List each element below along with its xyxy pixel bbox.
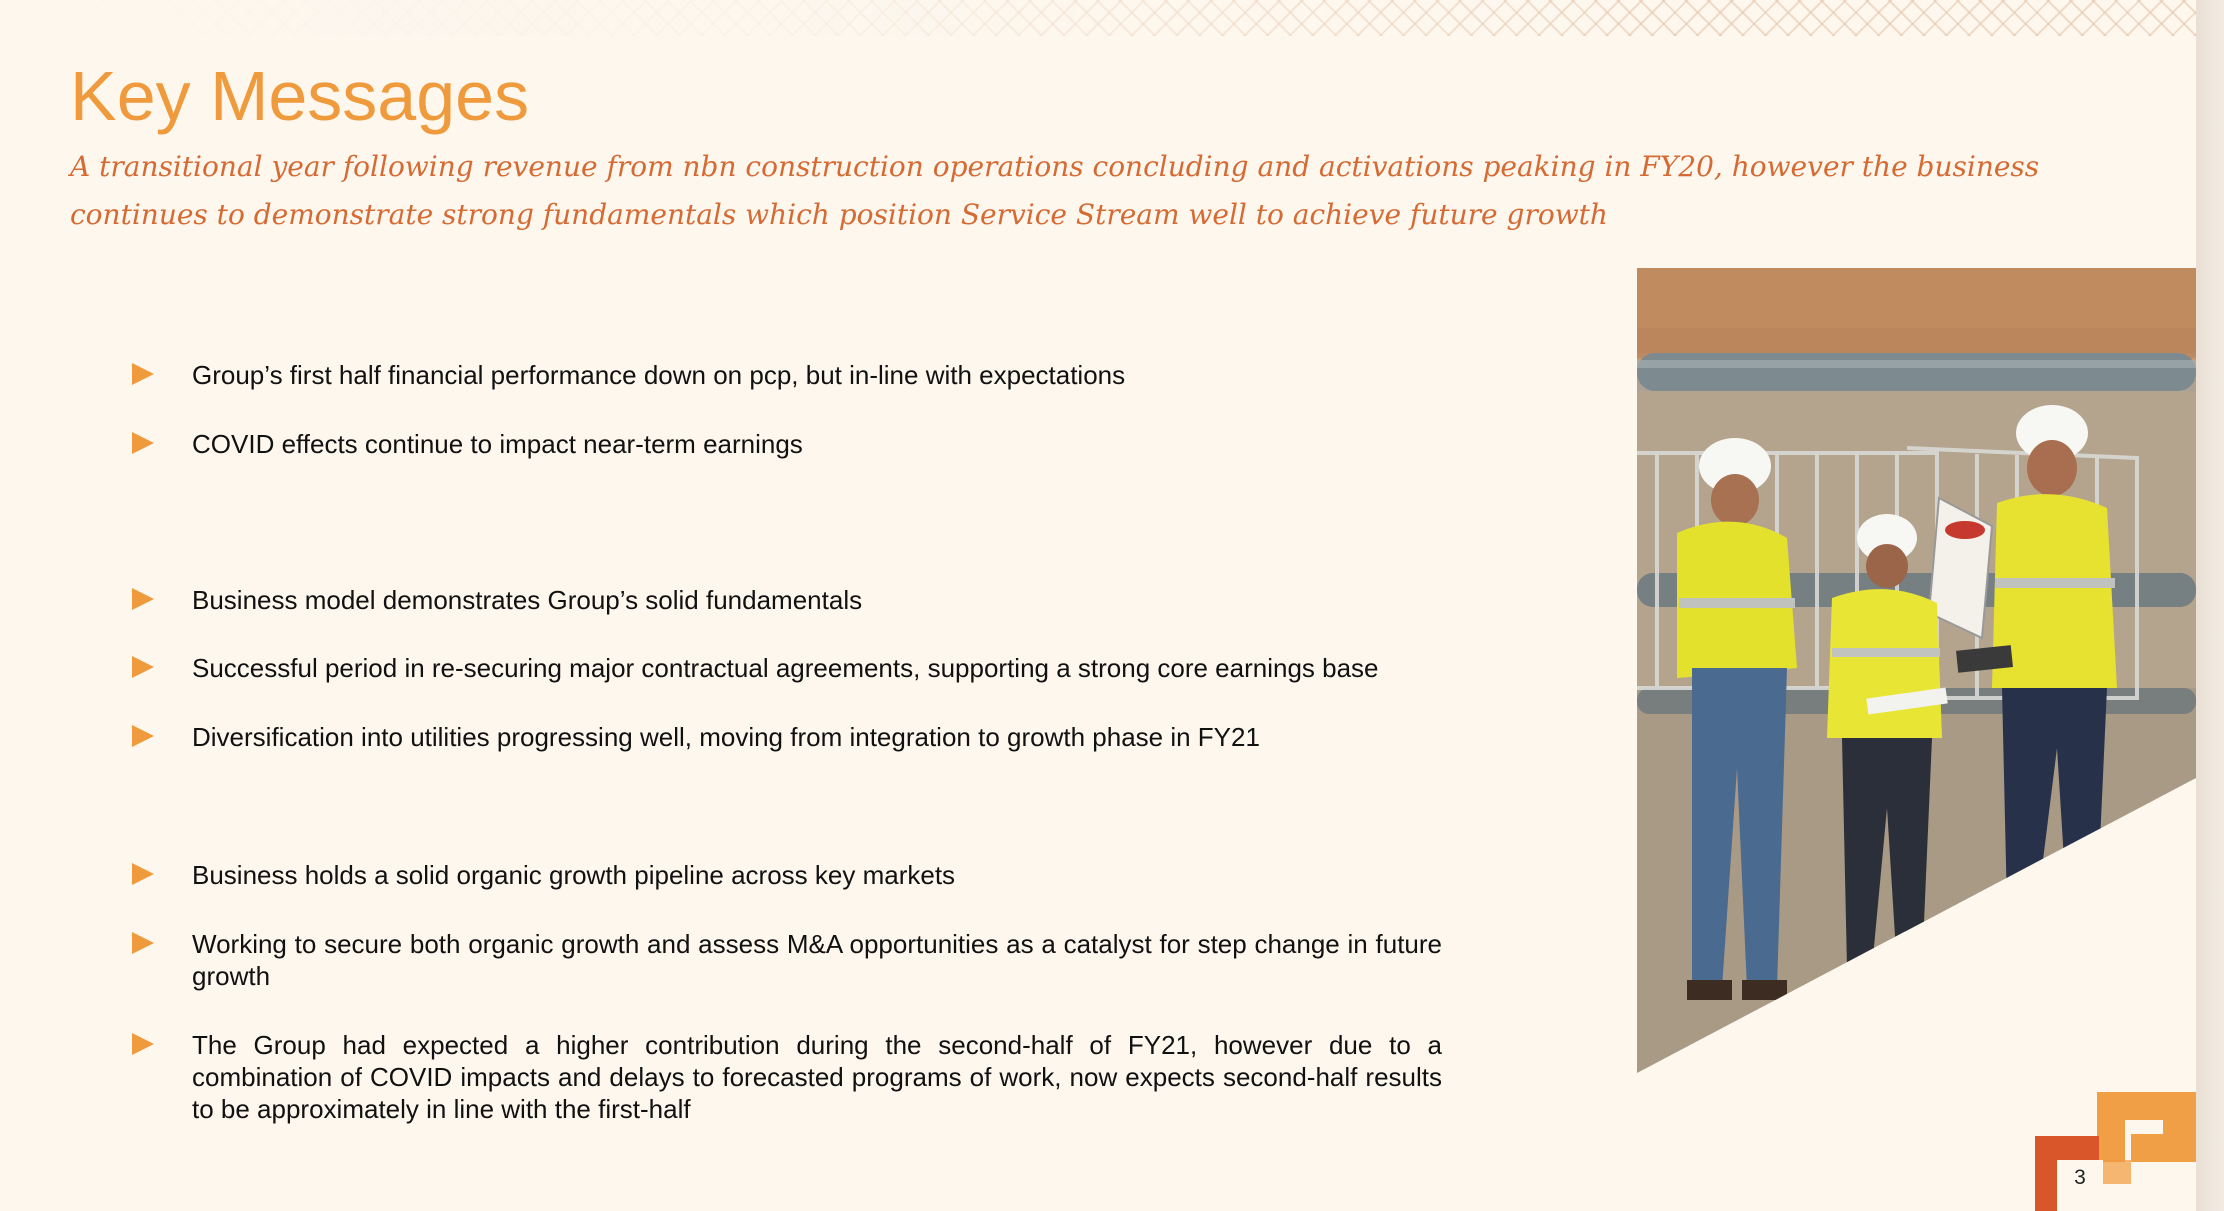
bullet-item xyxy=(132,428,1442,460)
triangle-right-icon xyxy=(132,432,154,454)
bullet-text: Group’s first half financial performance down on pcp, but in-line with expectations xyxy=(192,360,1126,390)
triangle-right-icon xyxy=(132,932,154,954)
bullet-item xyxy=(132,928,1442,992)
service-stream-logo xyxy=(2035,1090,2196,1211)
bullet-item xyxy=(132,359,1442,391)
triangle-right-icon xyxy=(132,656,154,678)
triangle-right-icon xyxy=(132,863,154,885)
photo-diagonal-cut xyxy=(1637,268,2196,1073)
page-subtitle: A transitional year following revenue from nbn construction operations concluding and activations peaking in FY20, however the business continues to demonstrate strong fundamentals which position Service Stream well to achieve future growth xyxy=(70,150,2040,231)
triangle-right-icon xyxy=(132,588,154,610)
bullet-text: COVID effects continue to impact near-term earnings xyxy=(192,429,803,459)
triangle-right-icon xyxy=(132,725,154,747)
page-number: 3 xyxy=(2074,1166,2086,1189)
bullet-item xyxy=(132,1029,1442,1125)
bullet-text: Business holds a solid organic growth pipeline across key markets xyxy=(192,860,956,890)
bullet-text: Business model demonstrates Group’s solid fundamentals xyxy=(192,585,863,615)
bullet-item xyxy=(132,652,1442,684)
bullet-text: Successful period in re-securing major contractual agreements, supporting a strong core earnings base xyxy=(192,653,1379,683)
header-pattern xyxy=(0,0,2196,36)
bullet-item xyxy=(132,721,1442,753)
triangle-right-icon xyxy=(132,363,154,385)
bullet-text: Working to secure both organic growth and assess M&A opportunities as a catalyst for step change in future growth xyxy=(192,929,1442,991)
bullet-item xyxy=(132,584,1442,616)
bullet-text: The Group had expected a higher contribution during the second-half of FY21, however due to a combination of COVID impacts and delays to forecasted programs of work, now expects second-half results to be approximately in line with the first-half xyxy=(192,1030,1442,1124)
bullet-item xyxy=(132,859,1442,891)
page-title: Key Messages xyxy=(70,57,530,135)
triangle-right-icon xyxy=(132,1033,154,1055)
bullet-text: Diversification into utilities progressing well, moving from integration to growth phase in FY21 xyxy=(192,722,1260,752)
page-edge-shadow xyxy=(2196,0,2224,1211)
